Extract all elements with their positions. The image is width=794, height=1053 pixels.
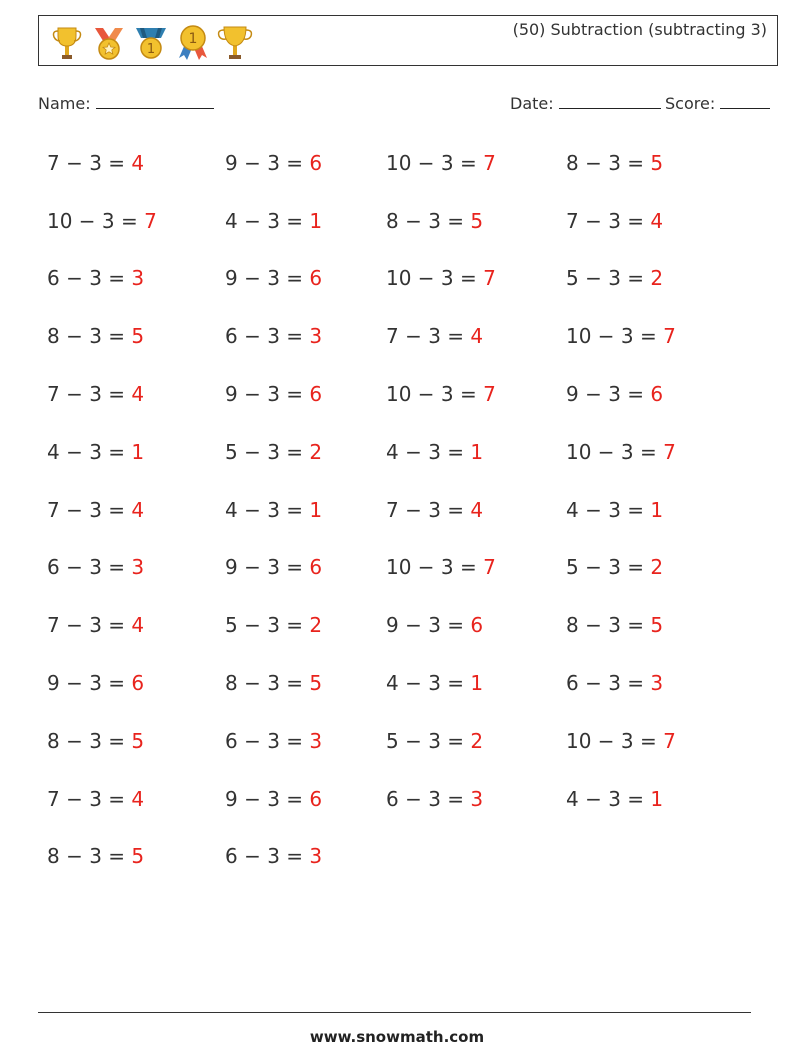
problem-item: [566, 671, 746, 695]
problem-item: [566, 151, 746, 175]
problem-answer: 7: [663, 439, 676, 464]
problem-question: 8 − 3 =: [225, 671, 304, 696]
problem-item: [47, 671, 225, 695]
problem-answer: 6: [131, 671, 145, 696]
problem-question: 9 − 3 =: [225, 786, 304, 811]
problem-question: 10 − 3 =: [566, 439, 657, 464]
problem-answer: 3: [650, 671, 664, 696]
problem-answer: 7: [663, 324, 676, 349]
problem-row: [47, 770, 767, 828]
footer-site: www.snowmath.com: [309, 1028, 485, 1046]
problem-item: [225, 498, 386, 522]
problem-answer: 4: [650, 208, 664, 233]
problem-item: [386, 382, 566, 406]
problem-question: 7 − 3 =: [47, 382, 126, 407]
problem-item: [225, 382, 386, 406]
problem-question: 7 − 3 =: [566, 208, 645, 233]
problem-question: 4 − 3 =: [225, 208, 304, 233]
problem-question: 9 − 3 =: [386, 613, 465, 638]
problem-grid: [47, 134, 767, 885]
problem-row: [47, 365, 767, 423]
problem-question: 9 − 3 =: [225, 266, 304, 291]
problem-row: [47, 250, 767, 308]
problem-item: [47, 729, 225, 753]
worksheet-title: (50) Subtraction (subtracting 3): [512, 20, 767, 39]
problem-item: [225, 209, 386, 233]
problem-answer: 1: [131, 439, 145, 464]
problem-question: 6 − 3 =: [566, 671, 645, 696]
problem-answer: 4: [470, 497, 484, 522]
problem-answer: 5: [650, 613, 664, 638]
problem-item: [47, 844, 225, 868]
problem-answer: 1: [470, 439, 484, 464]
problem-item: [225, 671, 386, 695]
problem-question: 5 − 3 =: [225, 613, 304, 638]
problem-item: [386, 729, 566, 753]
problem-item: [566, 729, 746, 753]
problem-question: 10 − 3 =: [566, 728, 657, 753]
problem-item: [47, 382, 225, 406]
problem-question: 5 − 3 =: [225, 439, 304, 464]
problem-question: 6 − 3 =: [47, 266, 126, 291]
problem-answer: 1: [650, 786, 664, 811]
problem-item: [566, 266, 746, 290]
svg-text:1: 1: [188, 31, 198, 47]
problem-item: [225, 324, 386, 348]
problem-item: [386, 613, 566, 637]
problem-question: 6 − 3 =: [386, 786, 465, 811]
problem-answer: 4: [131, 150, 145, 175]
problem-answer: 6: [309, 150, 323, 175]
problem-question: 6 − 3 =: [225, 728, 304, 753]
name-label: Name:: [38, 94, 91, 113]
problem-answer: 1: [309, 208, 323, 233]
problem-question: 4 − 3 =: [386, 439, 465, 464]
problem-question: 7 − 3 =: [386, 324, 465, 349]
problem-item: [47, 498, 225, 522]
problem-row: [47, 423, 767, 481]
problem-answer: 3: [470, 786, 484, 811]
score-label: Score:: [665, 94, 716, 113]
problem-question: 6 − 3 =: [225, 324, 304, 349]
problem-answer: 6: [309, 266, 323, 291]
problem-answer: 6: [309, 555, 323, 580]
problem-question: 9 − 3 =: [225, 150, 304, 175]
problem-answer: 4: [131, 497, 145, 522]
problem-answer: 3: [309, 728, 323, 753]
problem-question: 4 − 3 =: [225, 497, 304, 522]
problem-item: [47, 555, 225, 579]
problem-answer: 3: [309, 844, 323, 869]
problem-question: 7 − 3 =: [386, 497, 465, 522]
problem-item: [566, 324, 746, 348]
problem-answer: 5: [309, 671, 323, 696]
problem-item: [386, 671, 566, 695]
problem-question: 10 − 3 =: [566, 324, 657, 349]
date-label: Date:: [510, 94, 554, 113]
problem-item: [47, 266, 225, 290]
problem-item: [225, 613, 386, 637]
problem-question: 10 − 3 =: [386, 150, 477, 175]
date-field[interactable]: [510, 94, 661, 113]
problem-row: [47, 654, 767, 712]
problem-answer: 2: [650, 266, 664, 291]
name-field[interactable]: [38, 94, 214, 113]
problem-answer: 2: [470, 728, 484, 753]
problem-answer: 2: [650, 555, 664, 580]
problem-question: 8 − 3 =: [47, 324, 126, 349]
problem-answer: 5: [470, 208, 484, 233]
problem-row: [47, 828, 767, 886]
problem-item: [225, 787, 386, 811]
problem-item: [566, 613, 746, 637]
problem-item: [225, 266, 386, 290]
problem-item: [566, 787, 746, 811]
problem-answer: 7: [483, 266, 496, 291]
problem-answer: 5: [131, 844, 145, 869]
problem-answer: 4: [131, 382, 145, 407]
rosette-medal-icon: [173, 22, 213, 62]
problem-question: 7 − 3 =: [47, 786, 126, 811]
problem-answer: 6: [650, 382, 664, 407]
problem-item: [386, 440, 566, 464]
problem-item: [386, 787, 566, 811]
problem-question: 5 − 3 =: [386, 728, 465, 753]
name-blank[interactable]: [96, 94, 214, 109]
problem-answer: 2: [309, 439, 323, 464]
problem-answer: 7: [483, 555, 496, 580]
problem-item: [566, 382, 746, 406]
problem-item: [386, 498, 566, 522]
cup-trophy-icon: [215, 22, 255, 62]
problem-question: 4 − 3 =: [47, 439, 126, 464]
problem-question: 10 − 3 =: [47, 208, 138, 233]
problem-answer: 1: [470, 671, 484, 696]
problem-question: 8 − 3 =: [566, 613, 645, 638]
problem-row: [47, 307, 767, 365]
problem-answer: 3: [309, 324, 323, 349]
problem-item: [47, 324, 225, 348]
trophy-icon: [47, 22, 87, 62]
problem-item: [386, 266, 566, 290]
problem-question: 4 − 3 =: [566, 497, 645, 522]
problem-answer: 5: [650, 150, 664, 175]
problem-question: 7 − 3 =: [47, 150, 126, 175]
problem-item: [225, 151, 386, 175]
problem-row: [47, 539, 767, 597]
problem-question: 8 − 3 =: [386, 208, 465, 233]
problem-item: [225, 844, 386, 868]
problem-answer: 4: [131, 613, 145, 638]
problem-answer: 7: [483, 382, 496, 407]
problem-item: [47, 151, 225, 175]
problem-answer: 5: [131, 728, 145, 753]
problem-answer: 5: [131, 324, 145, 349]
problem-item: [47, 209, 225, 233]
problem-answer: 7: [144, 208, 157, 233]
problem-question: 7 − 3 =: [47, 497, 126, 522]
problem-item: [386, 151, 566, 175]
problem-item: [566, 209, 746, 233]
score-field[interactable]: [665, 94, 770, 113]
problem-answer: 6: [470, 613, 484, 638]
problem-question: 8 − 3 =: [47, 728, 126, 753]
problem-question: 10 − 3 =: [386, 555, 477, 580]
award-icons: [47, 22, 255, 62]
problem-item: [386, 324, 566, 348]
problem-question: 10 − 3 =: [386, 382, 477, 407]
svg-text:1: 1: [146, 42, 156, 57]
problem-row: [47, 134, 767, 192]
problem-question: 7 − 3 =: [47, 613, 126, 638]
problem-row: [47, 712, 767, 770]
problem-answer: 1: [650, 497, 664, 522]
problem-question: 10 − 3 =: [386, 266, 477, 291]
problem-row: [47, 192, 767, 250]
problem-answer: 1: [309, 497, 323, 522]
problem-answer: 6: [309, 786, 323, 811]
problem-answer: 3: [131, 555, 145, 580]
problem-item: [47, 613, 225, 637]
problem-answer: 6: [309, 382, 323, 407]
date-blank[interactable]: [559, 94, 661, 109]
problem-question: 5 − 3 =: [566, 266, 645, 291]
problem-item: [47, 787, 225, 811]
problem-question: 4 − 3 =: [386, 671, 465, 696]
problem-question: 9 − 3 =: [225, 382, 304, 407]
problem-answer: 2: [309, 613, 323, 638]
ribbon-medal-icon: [131, 22, 171, 62]
problem-item: [47, 440, 225, 464]
problem-row: [47, 596, 767, 654]
problem-question: 6 − 3 =: [225, 844, 304, 869]
star-medal-icon: [89, 22, 129, 62]
problem-question: 4 − 3 =: [566, 786, 645, 811]
problem-item: [225, 440, 386, 464]
problem-item: [566, 555, 746, 579]
problem-row: [47, 481, 767, 539]
problem-question: 6 − 3 =: [47, 555, 126, 580]
problem-item: [386, 209, 566, 233]
problem-answer: 4: [470, 324, 484, 349]
worksheet-header: [38, 15, 778, 66]
problem-item: [225, 555, 386, 579]
problem-answer: 7: [483, 150, 496, 175]
problem-item: [566, 498, 746, 522]
problem-answer: 7: [663, 728, 676, 753]
problem-item: [225, 729, 386, 753]
problem-question: 9 − 3 =: [225, 555, 304, 580]
problem-item: [566, 440, 746, 464]
problem-answer: 3: [131, 266, 145, 291]
problem-question: 8 − 3 =: [566, 150, 645, 175]
problem-question: 9 − 3 =: [47, 671, 126, 696]
problem-answer: 4: [131, 786, 145, 811]
problem-question: 8 − 3 =: [47, 844, 126, 869]
footer-divider: [38, 1012, 751, 1013]
problem-item: [386, 555, 566, 579]
score-blank[interactable]: [720, 94, 770, 109]
problem-question: 5 − 3 =: [566, 555, 645, 580]
problem-question: 9 − 3 =: [566, 382, 645, 407]
